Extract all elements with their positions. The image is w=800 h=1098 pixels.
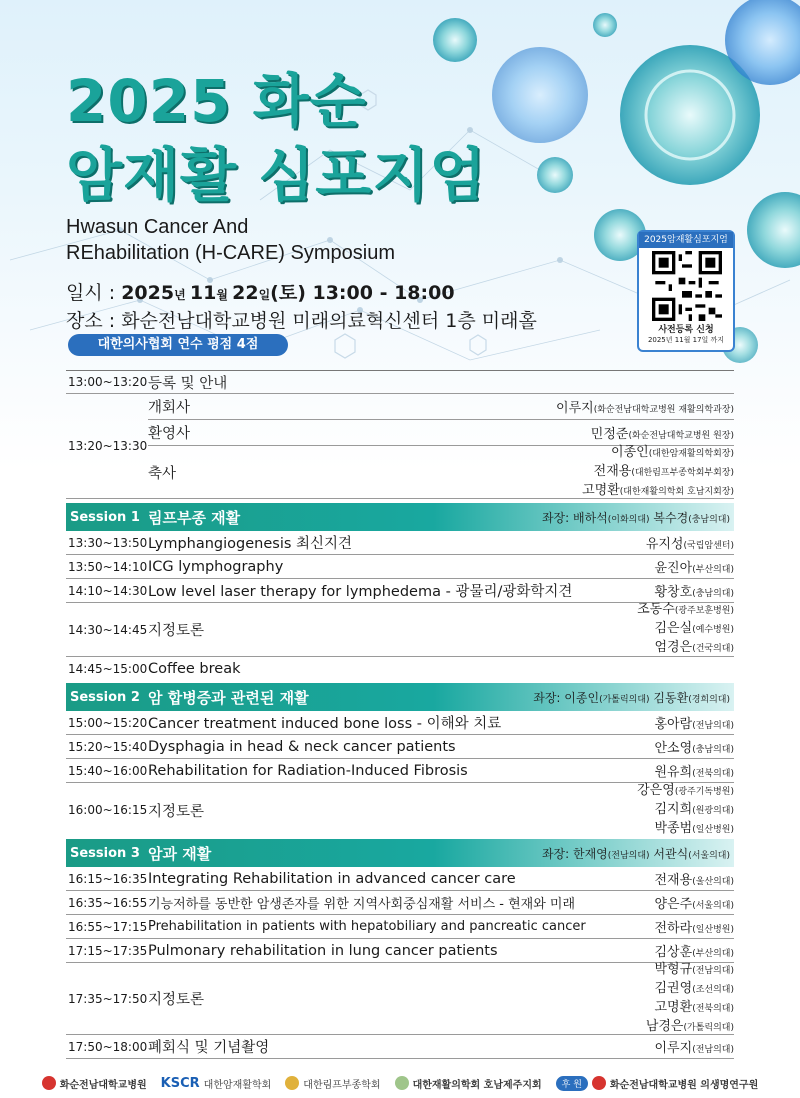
lymphedema-society-logo-icon xyxy=(285,1076,299,1090)
qr-caption: 사전등록 신청 xyxy=(658,325,714,335)
topic-cell: 환영사 xyxy=(148,426,191,442)
logo-sponsor: 후 원 화순전남대학교병원 의생명연구원 xyxy=(556,1076,759,1091)
topic-cell: Pulmonary rehabilitation in lung cancer patients xyxy=(148,942,498,959)
speaker: 민정준(화순전남대학교병원 원장) xyxy=(590,427,734,442)
topic-cell: 등록 및 안내 xyxy=(148,375,228,392)
speaker-list: 박형규(전남의대) 김권영(조선의대) 고명환(전북의대) 남경은(가톨릭의대) xyxy=(645,961,734,1034)
kscr-logo-icon: KSCR xyxy=(160,1075,200,1091)
time-cell: 16:00~16:15 xyxy=(68,803,148,817)
session-title: 림프부종 재활 xyxy=(148,508,241,527)
time-cell: 17:15~17:35 xyxy=(68,943,148,958)
session-chairs: 좌장: 이종인(가톨릭의대) 김동환(경희의대) xyxy=(533,690,730,705)
hospital-logo-icon xyxy=(42,1076,56,1090)
date-day-unit: 일 xyxy=(258,288,271,302)
speaker: 이루지(전남의대) xyxy=(654,1041,734,1056)
topic-cell: Lymphangiogenesis 최신지견 xyxy=(148,536,353,552)
time-cell: 13:50~14:10 xyxy=(68,559,148,574)
schedule-row-discussion xyxy=(66,783,734,837)
speaker: 이루지(화순전남대학교병원 재활의학과장) xyxy=(556,401,734,416)
rehab-society-logo-icon xyxy=(395,1076,409,1090)
speaker: 양은주(서울의대) xyxy=(654,897,734,912)
logo-rehab-society-honam: 대한재활의학회 호남제주지회 xyxy=(395,1076,542,1091)
topic-cell: Dysphagia in head & neck cancer patients xyxy=(148,738,456,755)
qr-title: 2025암재활심포지엄 xyxy=(639,232,733,248)
date-month: 11 xyxy=(189,282,217,304)
schedule-row-opening xyxy=(148,394,734,420)
speaker: 전재용(울산의대) xyxy=(654,873,734,888)
session-title: 암 합병증과 관련된 재활 xyxy=(148,688,309,707)
schedule-row-welcome xyxy=(148,420,734,446)
time-cell: 16:35~16:55 xyxy=(68,895,148,910)
time-cell: 15:20~15:40 xyxy=(68,739,148,754)
sponsor-tag: 후 원 xyxy=(556,1076,588,1091)
schedule-row xyxy=(66,531,734,555)
session-number: Session 1 xyxy=(70,509,140,525)
session-chairs: 좌장: 한재영(전남의대) 서관식(서울의대) xyxy=(541,846,730,861)
session-1-header xyxy=(66,503,734,531)
english-title-line-2: REhabilitation (H-CARE) Symposium xyxy=(66,242,395,264)
research-institute-logo-icon xyxy=(592,1076,606,1090)
schedule-row xyxy=(66,555,734,579)
topic-cell: ICG lymphography xyxy=(148,558,284,575)
date-year-unit: 년 xyxy=(174,288,190,302)
time-cell: 13:00~13:20 xyxy=(68,375,148,389)
topic-cell: Cancer treatment induced bone loss - 이해와 치료 xyxy=(148,716,502,732)
date-year: 2025 xyxy=(121,282,175,304)
schedule-row xyxy=(66,711,734,735)
event-date xyxy=(66,278,455,305)
time-cell: 14:45~15:00 xyxy=(68,662,148,676)
schedule-row-registration xyxy=(66,370,734,394)
speaker: 원유희(전북의대) xyxy=(654,765,734,780)
date-day: 22 xyxy=(232,282,259,304)
topic-cell: Coffee break xyxy=(148,661,241,677)
session-number: Session 2 xyxy=(70,689,140,705)
time-cell: 15:00~15:20 xyxy=(68,715,148,730)
topic-cell: Low level laser therapy for lymphedema - 광물리/광화학지견 xyxy=(148,584,573,600)
schedule-row xyxy=(66,939,734,963)
english-title-line-1: Hwasun Cancer And xyxy=(66,216,249,238)
logo-lymphedema-society: 대한림프부종학회 xyxy=(285,1076,380,1091)
time-cell: 13:30~13:50 xyxy=(68,535,148,550)
schedule-row-discussion xyxy=(66,603,734,657)
topic-cell: 기능저하를 동반한 암생존자를 위한 지역사회중심재활 서비스 - 현재와 미래 xyxy=(148,897,576,912)
topic-cell: Integrating Rehabilitation in advanced cancer care xyxy=(148,870,516,887)
schedule-row xyxy=(66,867,734,891)
schedule-table xyxy=(66,370,734,1059)
topic-cell: 지정토론 xyxy=(148,992,205,1008)
time-cell: 13:20~13:30 xyxy=(68,439,148,453)
registration-qr[interactable] xyxy=(637,230,735,352)
schedule-row-discussion xyxy=(66,963,734,1035)
date-month-unit: 월 xyxy=(216,288,233,302)
speaker: 황창호(충남의대) xyxy=(654,585,734,600)
speaker: 윤진아(부산의대) xyxy=(654,561,734,576)
topic-cell: 지정토론 xyxy=(148,803,205,820)
topic-cell: Prehabilitation in patients with hepatobiliary and pancreatic cancer xyxy=(148,919,586,934)
schedule-row-congratulatory xyxy=(148,446,734,498)
topic-cell: 축사 xyxy=(148,465,177,482)
speaker: 전하라(일산병원) xyxy=(654,921,734,936)
session-number: Session 3 xyxy=(70,845,140,861)
session-3-header xyxy=(66,839,734,867)
session-2-header xyxy=(66,683,734,711)
title-line-1: 2025 화순 xyxy=(66,67,367,135)
schedule-row xyxy=(66,915,734,939)
event-venue: 장소 : 화순전남대학교병원 미래의료혁신센터 1층 미래홀 xyxy=(66,310,537,332)
opening-ceremony-group xyxy=(66,394,734,499)
speaker-list: 조동수(광주보훈병원) 김은실(예수병원) 엄경은(건국의대) xyxy=(637,602,734,655)
session-title: 암과 재활 xyxy=(148,844,212,863)
speaker-list: 강은영(광주기독병원) 김지희(원광의대) 박종범(일산병원) xyxy=(637,782,734,836)
logo-hwasun-hospital: 화순전남대학교병원 xyxy=(42,1076,147,1091)
organizer-logos xyxy=(0,1068,800,1098)
session-chairs: 좌장: 배하석(이화의대) 복수경(충남의대) xyxy=(541,510,730,525)
time-cell: 16:15~16:35 xyxy=(68,871,148,886)
speaker-list: 이종인(대한암재활의학회장) 전재용(대한림프부종학회부회장) 고명환(대한재활의학회 호남지회장) xyxy=(582,444,734,498)
date-label: 일시 : xyxy=(66,282,122,304)
topic-cell: 개회사 xyxy=(148,400,191,416)
schedule-row-closing xyxy=(66,1035,734,1059)
speaker: 유지성(국립암센터) xyxy=(645,537,734,552)
speaker: 홍아람(전남의대) xyxy=(654,717,734,732)
topic-cell: Rehabilitation for Radiation-Induced Fibrosis xyxy=(148,762,468,779)
time-cell: 17:35~17:50 xyxy=(68,991,148,1006)
credit-badge: 대한의사협회 연수 평점 4점 xyxy=(68,334,288,356)
time-cell: 14:10~14:30 xyxy=(68,583,148,598)
qr-deadline: 2025년 11월 17일 까지 xyxy=(647,336,725,344)
topic-cell: 지정토론 xyxy=(148,623,205,639)
schedule-row-break xyxy=(66,657,734,681)
schedule-row xyxy=(66,759,734,783)
speaker: 안소영(충남의대) xyxy=(654,741,734,756)
qr-code-icon[interactable] xyxy=(652,251,722,321)
time-cell: 17:50~18:00 xyxy=(68,1039,148,1054)
time-cell: 15:40~16:00 xyxy=(68,763,148,778)
speaker: 김상훈(부산의대) xyxy=(654,945,734,960)
time-cell: 14:30~14:45 xyxy=(68,622,148,637)
schedule-row xyxy=(66,891,734,915)
topic-cell: 폐회식 및 기념촬영 xyxy=(148,1040,270,1056)
schedule-row xyxy=(66,579,734,603)
time-cell: 16:55~17:15 xyxy=(68,919,148,934)
schedule-row xyxy=(66,735,734,759)
logo-kscr: KSCR 대한암재활학회 xyxy=(160,1075,272,1091)
date-time: (토) 13:00 - 18:00 xyxy=(270,282,455,304)
title-line-2: 암재활 심포지엄 xyxy=(66,141,487,209)
